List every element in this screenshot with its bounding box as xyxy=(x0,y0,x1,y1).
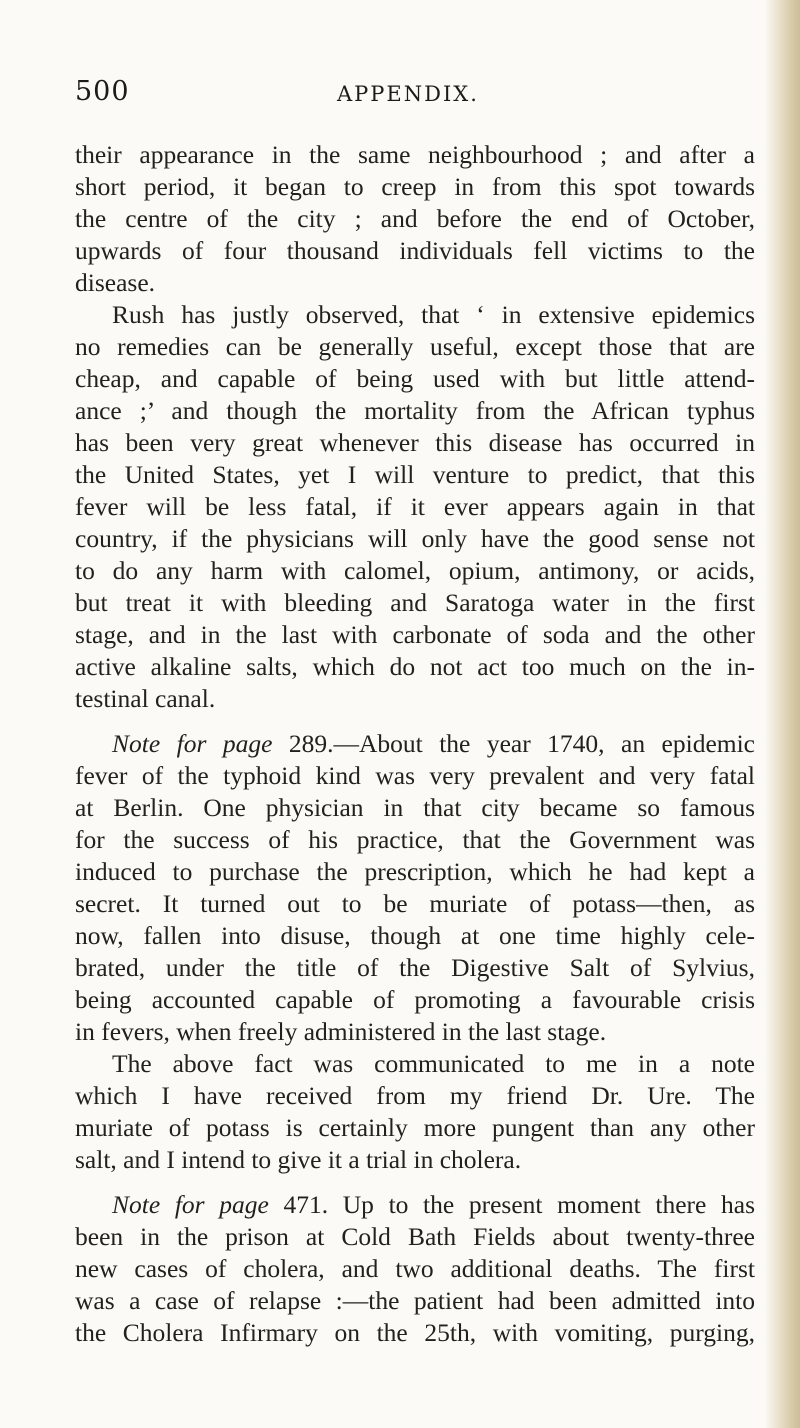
text-line: which I have received from my friend Dr. Ure. The xyxy=(75,1081,755,1110)
note-text: 471. Up to the present moment there has xyxy=(268,1190,755,1219)
text-line: induced to purchase the prescription, which he had kept a xyxy=(75,857,755,886)
page-header xyxy=(75,76,728,116)
text-line: for the success of his practice, that the Government was xyxy=(75,825,755,854)
text-line: the United States, yet I will venture to predict, that this xyxy=(75,460,755,489)
text-line: disease. xyxy=(75,268,156,297)
text-line: now, fallen into disuse, though at one time highly cele- xyxy=(75,921,755,950)
text-line: The above fact was communicated to me in a note xyxy=(112,1049,755,1078)
text-line: been in the prison at Cold Bath Fields about twenty-three xyxy=(75,1222,755,1251)
text-line: no remedies can be generally useful, except those that are xyxy=(75,332,755,361)
text-line: in fevers, when freely administered in the last stage. xyxy=(75,1017,607,1046)
text-line: short period, it began to creep in from this spot towards xyxy=(75,172,755,201)
text-line: brated, under the title of the Digestive Salt of Sylvius, xyxy=(75,953,755,982)
text-line: the centre of the city ; and before the end of October, xyxy=(75,204,755,233)
text-line: stage, and in the last with carbonate of soda and the other xyxy=(75,620,755,649)
text-line: the Cholera Infirmary on the 25th, with vomiting, purging, xyxy=(75,1318,755,1347)
note-label: Note for page xyxy=(112,1190,269,1219)
text-line: upwards of four thousand individuals fell victims to the xyxy=(75,236,755,265)
page-edge-shadow xyxy=(764,0,800,1428)
text-line: ance ;’ and though the mortality from the African typhus xyxy=(75,396,755,425)
text-line: being accounted capable of promoting a favourable crisis xyxy=(75,985,755,1014)
paragraph xyxy=(75,299,755,715)
text-line: but treat it with bleeding and Saratoga water in the first xyxy=(75,588,755,617)
text-line: testinal canal. xyxy=(75,684,216,713)
page-number: 500 xyxy=(75,76,130,107)
text-line: country, if the physicians will only have the good sense not xyxy=(75,524,755,553)
note-paragraph xyxy=(75,1189,755,1349)
text-line: muriate of potass is certainly more pungent than any other xyxy=(75,1113,755,1142)
paragraph-gap xyxy=(75,715,755,728)
text-line: at Berlin. One physician in that city became so famous xyxy=(75,793,755,822)
text-line: cheap, and capable of being used with but little attend- xyxy=(75,364,755,393)
paragraph-gap xyxy=(75,1176,755,1189)
text-line: fever will be less fatal, if it ever appears again in that xyxy=(75,492,755,521)
running-head: APPENDIX. xyxy=(337,82,479,106)
text-line: their appearance in the same neighbourhood ; and after a xyxy=(75,140,755,169)
text-line: fever of the typhoid kind was very prevalent and very fatal xyxy=(75,761,755,790)
text-line: secret. It turned out to be muriate of potass—then, as xyxy=(75,889,755,918)
text-line xyxy=(75,728,755,760)
paragraph xyxy=(75,1048,755,1176)
text-line xyxy=(75,1189,755,1221)
text-line: Rush has justly observed, that ‘ in extensive epidemics xyxy=(112,300,755,329)
note-label: Note for page xyxy=(112,729,273,758)
text-line: was a case of relapse :—the patient had been admitted into xyxy=(75,1286,755,1315)
note-paragraph xyxy=(75,728,755,1048)
text-line: salt, and I intend to give it a trial in cholera. xyxy=(75,1145,522,1174)
text-line: active alkaline salts, which do not act too much on the in- xyxy=(75,652,755,681)
text-line: has been very great whenever this disease has occurred in xyxy=(75,428,755,457)
text-line: to do any harm with calomel, opium, antimony, or acids, xyxy=(75,556,755,585)
note-text: 289.—About the year 1740, an epidemic xyxy=(272,729,755,758)
text-line: new cases of cholera, and two additional deaths. The first xyxy=(75,1254,755,1283)
paragraph xyxy=(75,139,755,299)
body-text xyxy=(75,139,755,1349)
